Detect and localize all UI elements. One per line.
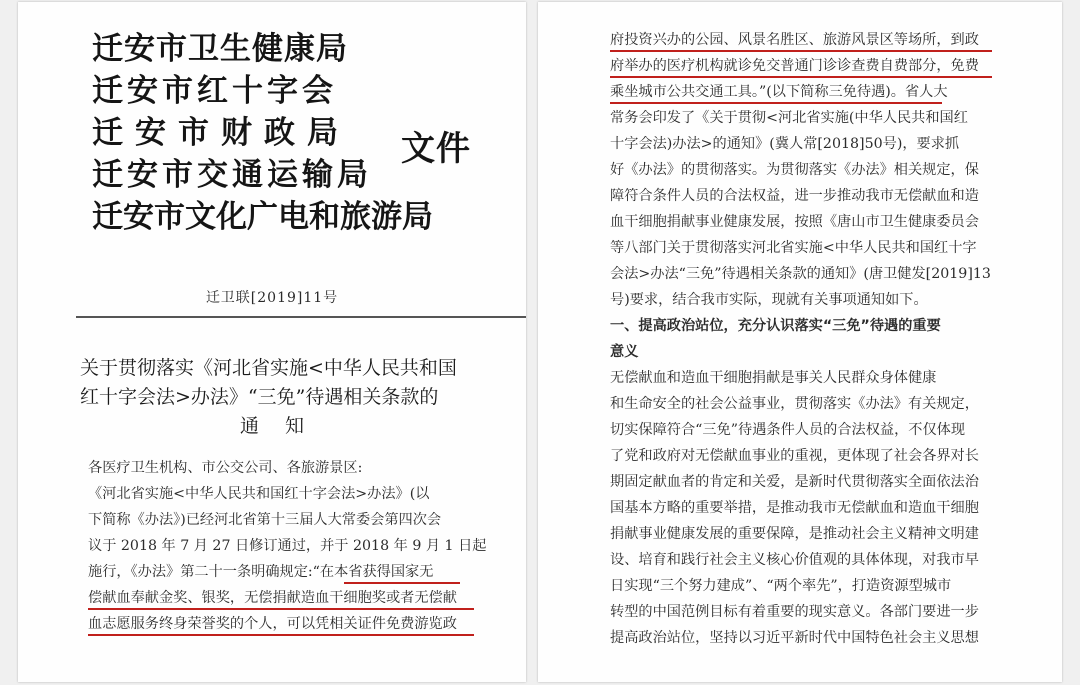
- body-line: 府投资兴办的公园、风景名胜区、旅游风景区等场所，到政: [610, 32, 979, 48]
- body-line: 好《办法》的贯彻落实。为贯彻落实《办法》相关规定，保: [610, 162, 979, 178]
- agency-name: 迁安市红十字会: [92, 73, 337, 109]
- agency-name: 迁安市卫生健康局: [92, 31, 348, 67]
- body-line: 和生命安全的社会公益事业，贯彻落实《办法》有关规定，: [610, 396, 979, 412]
- right-document-page: [538, 2, 1062, 682]
- document-title-line: 红十字会法>办法》“三免”待遇相关条款的: [80, 386, 439, 408]
- body-line: 国基本方略的重要举措，是推动我市无偿献血和造血干细胞: [610, 500, 979, 516]
- body-line: 捐献事业健康发展的重要保障，是推动社会主义精神文明建: [610, 526, 979, 542]
- highlight-underline: [344, 582, 460, 584]
- body-line: 血志愿服务终身荣誉奖的个人，可以凭相关证件免费游览政: [88, 616, 457, 632]
- body-line: 下简称《办法》)已经河北省第十三届人大常委会第四次会: [88, 512, 442, 528]
- body-line: 议于 2018 年 7 月 27 日修订通过，并于 2018 年 9 月 1 日起: [88, 538, 487, 554]
- body-line: 等八部门关于贯彻落实河北省实施<中华人民共和国红十字: [610, 240, 977, 256]
- highlight-underline: [88, 608, 474, 610]
- body-line: 设、培育和践行社会主义核心价值观的具体体现，对我市早: [610, 552, 979, 568]
- body-line: 转型的中国范例目标有着重要的现实意义。各部门要进一步: [610, 604, 979, 620]
- body-line: 切实保障符合“三免”待遇条件人员的合法权益，不仅体现: [610, 422, 966, 438]
- body-line: 乘坐城市公共交通工具。”(以下简称三免待遇)。省人大: [610, 84, 948, 100]
- left-document-page: [18, 2, 526, 682]
- header-divider: [76, 316, 526, 318]
- body-line: 号)要求，结合我市实际，现就有关事项通知如下。: [610, 292, 928, 308]
- body-line: 血干细胞捐献事业健康发展，按照《唐山市卫生健康委员会: [610, 214, 979, 230]
- body-line: 日实现“三个努力建成”、“两个率先”，打造资源型城市: [610, 578, 952, 594]
- body-line: 十字会法)办法>的通知》(冀人常[2018]50号)，要求抓: [610, 136, 960, 152]
- body-line: 施行，《办法》第二十一条明确规定:“在本省获得国家无: [88, 564, 434, 580]
- highlight-underline: [610, 102, 942, 104]
- section-heading: 意义: [610, 344, 639, 360]
- body-line: 障符合条件人员的合法权益，进一步推动我市无偿献血和造: [610, 188, 979, 204]
- document-title-line: 关于贯彻落实《河北省实施<中华人民共和国: [80, 357, 457, 379]
- highlight-underline: [610, 76, 992, 78]
- document-label: 文件: [401, 129, 471, 169]
- body-line: 了党和政府对无偿献血事业的重视，更体现了社会各界对长: [610, 448, 979, 464]
- highlight-underline: [88, 634, 474, 636]
- body-line: 常务会印发了《关于贯彻<河北省实施(中华人民共和国红: [610, 110, 968, 126]
- body-line: 无偿献血和造血干细胞捐献是事关人民群众身体健康: [610, 370, 937, 386]
- section-heading: 一、提高政治站位，充分认识落实“三免”待遇的重要: [610, 318, 941, 334]
- agency-name: 迁安市交通运输局: [92, 157, 372, 193]
- body-line: 《河北省实施<中华人民共和国红十字会法>办法》(以: [88, 486, 430, 502]
- highlight-underline: [610, 50, 992, 52]
- body-line: 府举办的医疗机构就诊免交普通门诊诊查费自费部分，免费: [610, 58, 979, 74]
- agency-name: 迁安市文化广电和旅游局: [92, 199, 433, 235]
- document-number: 迁卫联[2019]11号: [205, 290, 339, 306]
- agency-name: 迁安市财政局: [92, 115, 350, 151]
- body-line: 会法>办法“三免”待遇相关条款的通知》(唐卫健发[2019]13: [610, 266, 991, 282]
- body-line: 偿献血奉献金奖、银奖，无偿捐献造血干细胞奖或者无偿献: [88, 590, 457, 606]
- body-line: 各医疗卫生机构、市公交公司、各旅游景区:: [88, 460, 363, 476]
- body-line: 期固定献血者的肯定和关爱，是新时代贯彻落实全面依法治: [610, 474, 979, 490]
- body-line: 提高政治站位，坚持以习近平新时代中国特色社会主义思想: [610, 630, 979, 646]
- document-title-line: 通知: [239, 415, 330, 437]
